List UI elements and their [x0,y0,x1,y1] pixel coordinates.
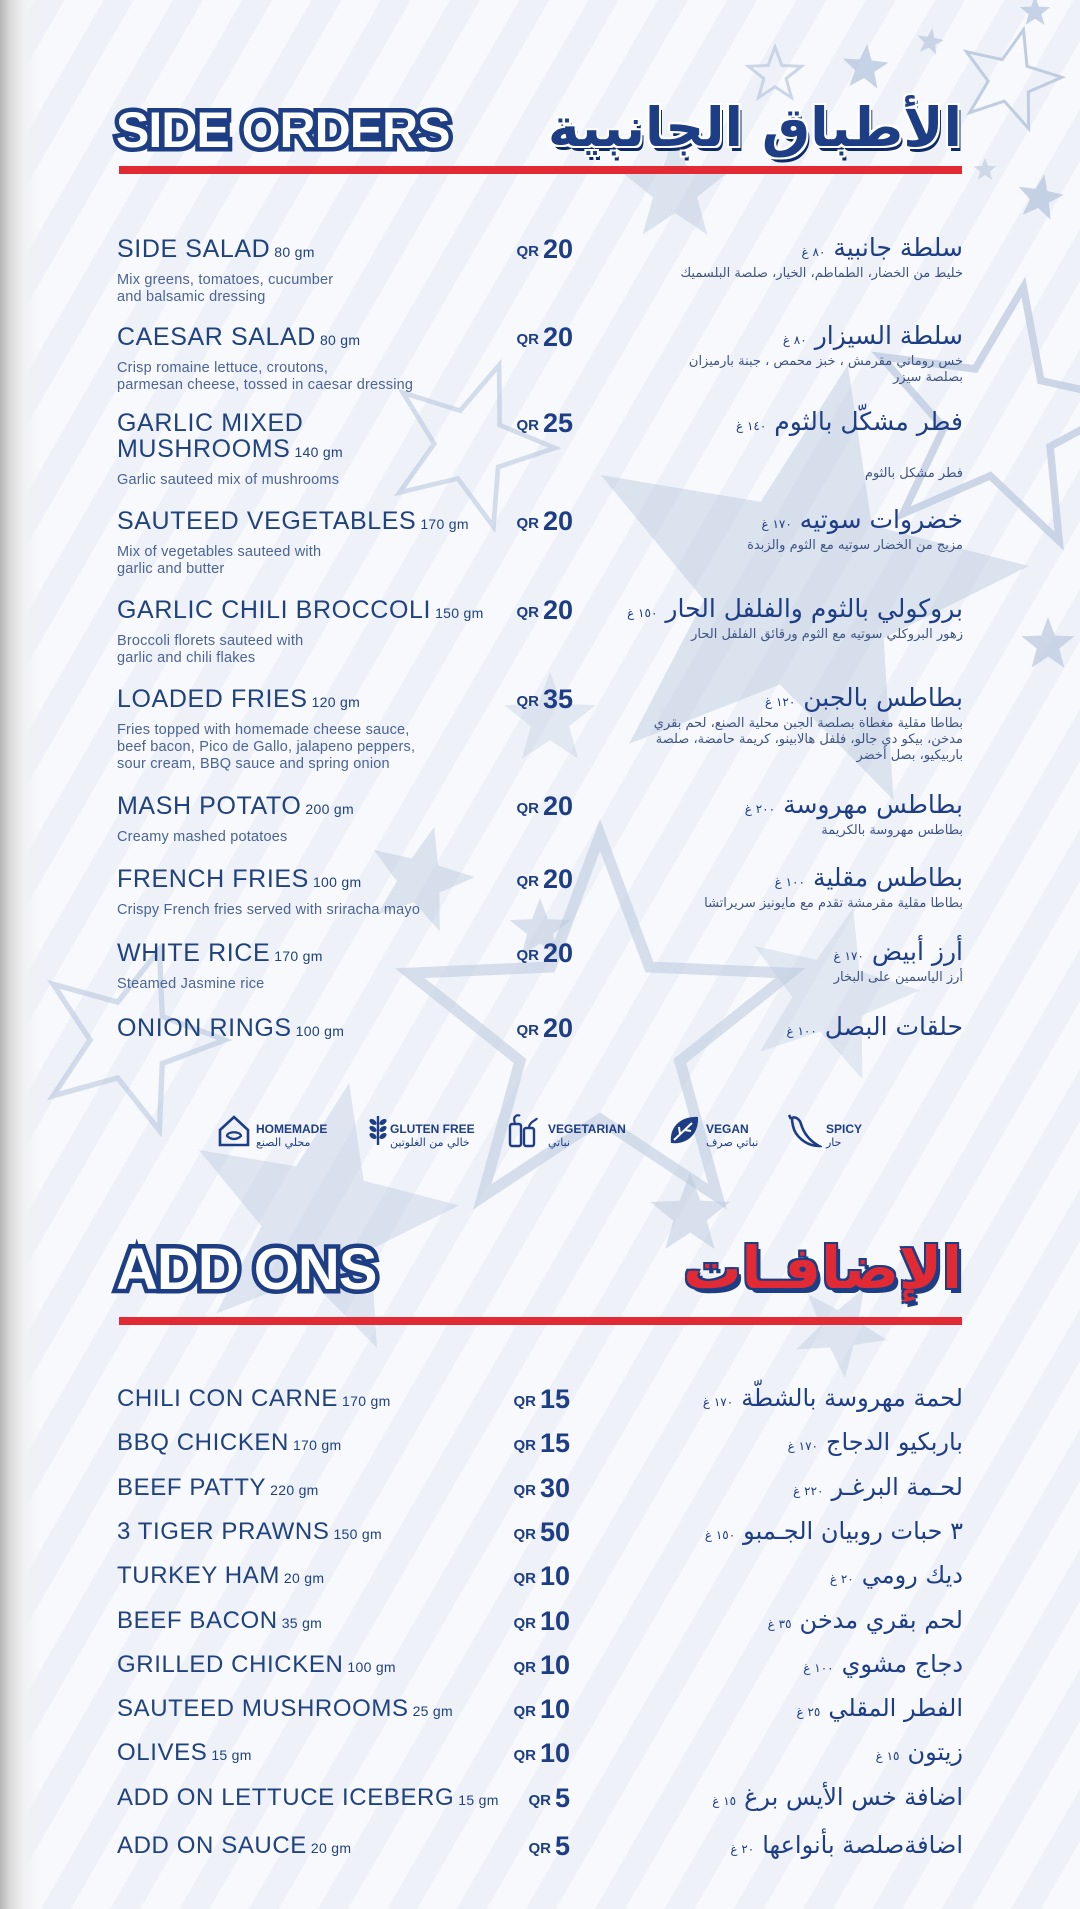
price-value: 5 [554,1783,570,1813]
item-name-arabic-text: خضروات سوتيه [799,505,963,534]
item-name [117,1430,341,1458]
item-description-arabic: مزيج من الخضار سوتيه مع الثوم والزبدة [747,538,963,553]
side-orders-title-arabic: الأطباق الجانبية [547,96,962,159]
item-weight: 170 gm [274,948,323,964]
currency-label: QR [516,331,539,348]
item-weight: 200 gm [305,801,354,817]
item-name-arabic [830,1559,963,1595]
item-price [513,1517,570,1548]
item-description-arabic: فطر مشكل بالثوم [864,466,963,481]
item-name-text: WHITE RICE [117,939,271,967]
item-price [516,322,573,353]
price-value: 20 [542,791,573,821]
item-weight-arabic: ١٥٠ غ [704,1528,736,1542]
item-price [513,1561,570,1592]
item-name [117,1386,391,1414]
item-name-text: BEEF PATTY [117,1474,267,1501]
item-name-text: CHILI CON CARNE [117,1385,339,1412]
item-name [117,324,360,353]
item-name-line: MUSHROOMS [117,435,291,463]
item-weight: 170 gm [420,516,469,532]
item-weight-arabic: ١٤٠ غ [735,419,767,433]
legend-label: HOMEMADE [256,1122,328,1136]
item-name [117,1015,344,1044]
legend-label-arabic: حار [826,1136,842,1149]
item-name-arabic [834,936,963,972]
item-name-arabic-text: بطاطس مقلية [812,863,963,892]
item-description-arabic: بطاطس مهروسة بالكريمة [821,823,963,838]
item-name-text: SAUTEED VEGETABLES [117,507,417,535]
item-name-arabic [703,1382,963,1418]
item-name-arabic-text: حلقات البصل [824,1012,963,1041]
item-name-text: 3 TIGER PRAWNS [117,1518,330,1545]
legend-label: VEGETARIAN [548,1122,626,1136]
item-name-arabic [736,406,963,442]
currency-label: QR [528,1840,551,1857]
item-description: Crisp romaine lettuce, croutons, parmesan cheese, tossed in caesar dressing [117,360,414,393]
side-orders-header [116,96,962,180]
item-name-arabic [803,1648,963,1684]
item-name-arabic [761,504,963,540]
item-name-text: ADD ON SAUCE [117,1832,307,1859]
spicy-icon [786,1112,822,1148]
vegan-icon [666,1112,702,1148]
item-weight-arabic: ٢٢٠ غ [793,1484,824,1498]
item-name-arabic-text: بروكولي بالثوم والفلفل الحار [665,594,963,623]
item-name-text: LOADED FRIES [117,685,308,713]
item-weight-arabic: ١٥ غ [712,1794,737,1808]
item-name-arabic [775,862,963,898]
item-weight: 220 gm [270,1482,319,1498]
item-name-arabic-text: بطاطس بالجبن [803,683,963,712]
item-name-arabic-text: سلطة السيزار [814,321,963,350]
item-name-arabic-text: بطاطس مهروسة [783,790,963,819]
item-weight: 170 gm [292,1437,342,1453]
price-value: 10 [539,1561,570,1591]
item-name-arabic [797,1692,964,1728]
item-price [513,1694,570,1725]
price-value: 10 [539,1738,570,1768]
item-name-arabic [712,1781,963,1817]
item-weight: 170 gm [342,1393,391,1409]
item-name-arabic [705,1515,963,1551]
item-name [117,1833,351,1861]
item-name-arabic [745,789,963,825]
add-ons-header [116,1234,962,1320]
add-ons-divider [119,1317,962,1325]
item-name-arabic-text: فطر مشكّل بالثوم [774,407,963,436]
currency-label: QR [516,947,539,964]
currency-label: QR [513,1659,536,1676]
item-weight: 15 gm [458,1792,499,1808]
item-name [117,410,417,465]
item-description: Crispy French fries served with sriracha mayo [117,902,421,918]
currency-label: QR [513,1526,536,1543]
item-name [117,866,361,895]
item-weight: 20 gm [283,1570,325,1586]
item-price [513,1384,570,1415]
item-weight: 100 gm [295,1023,345,1039]
item-price [516,938,573,969]
price-value: 10 [539,1694,570,1724]
item-name-text: ADD ON LETTUCE ICEBERG [117,1784,455,1811]
price-value: 10 [539,1606,570,1636]
currency-label: QR [513,1703,536,1720]
item-description: Mix greens, tomatoes, cucumber and balsamic dressing [117,272,334,305]
item-name-line: GARLIC MIXED [117,409,304,437]
item-name-arabic [788,1426,963,1462]
item-description-arabic: أرز الياسمين على البخار [833,970,963,985]
price-value: 20 [542,234,573,264]
item-weight-arabic: ١٠٠ غ [786,1024,817,1038]
item-name-arabic [730,1829,963,1865]
item-name-text: CAESAR SALAD [117,323,316,351]
item-weight: 100 gm [312,874,362,890]
currency-label: QR [513,1437,536,1454]
item-name-text: OLIVES [117,1739,208,1766]
currency-label: QR [516,243,539,260]
legend-label-arabic: خالي من الغلوتين [390,1136,470,1149]
item-price [516,791,573,822]
item-description: Mix of vegetables sauteed with garlic and butter [117,544,322,577]
item-name-arabic [793,1471,963,1507]
item-weight-arabic: ١٧٠ غ [833,949,864,963]
item-name-arabic-text: دجاج مشوي [841,1650,963,1678]
item-weight-arabic: ٨٠ غ [801,245,826,259]
item-name-arabic-text: لحم بقري مدخن [799,1606,963,1634]
price-value: 20 [542,1013,573,1043]
item-name-arabic-text: الفطر المقلي [828,1694,963,1722]
item-name-arabic-text: أرز أبيض [871,937,963,966]
item-name-text: ONION RINGS [117,1014,292,1042]
item-price [516,506,573,537]
item-name [117,940,323,969]
price-value: 5 [554,1831,570,1861]
item-weight: 120 gm [311,694,361,710]
currency-label: QR [516,417,539,434]
item-description-arabic: زهور البروكلي سوتيه مع الثوم ورقائق الفلفل الحار [691,627,963,642]
item-name-arabic-text: لحمة مهروسة بالشطّة [741,1384,963,1412]
price-value: 15 [539,1428,570,1458]
item-name [117,508,469,537]
item-price [513,1428,570,1459]
currency-label: QR [528,1792,551,1809]
item-price [528,1831,570,1862]
currency-label: QR [513,1570,536,1587]
item-name-arabic [802,232,963,268]
item-weight: 150 gm [435,605,484,621]
item-price [516,234,573,265]
item-name-text: GARLIC CHILI BROCCOLI [117,596,432,624]
currency-label: QR [516,604,539,621]
item-weight-arabic: ٣٥ غ [767,1617,792,1631]
item-weight: 25 gm [412,1703,453,1719]
item-name-arabic-text: ديك رومي [861,1561,963,1589]
item-weight: 150 gm [333,1526,382,1542]
currency-label: QR [513,1615,536,1632]
item-name-arabic [768,1604,963,1640]
price-value: 20 [542,864,573,894]
item-description-arabic: خليط من الخضار، الطماطم، الخيار، صلصة البلسميك [680,266,963,281]
item-description-arabic: بطاطا مقلية مغطاة بصلصة الجبن محلية الصنع، لحم بقري مدخن، بيكو دي جالو، فلفل هالابينو، كريمة حامضة، صلصة باربيكيو، بصل أخضر [653,716,963,763]
item-description: Broccoli florets sauteed with garlic and chili flakes [117,633,304,666]
price-value: 30 [539,1473,570,1503]
item-name [117,793,354,822]
item-name-text: GRILLED CHICKEN [117,1651,344,1678]
item-weight-arabic: ٢٥ غ [796,1705,821,1719]
item-name [117,1696,453,1724]
item-name [117,1740,252,1768]
item-description: Garlic sauteed mix of mushrooms [117,472,340,488]
item-name-text: BEEF BACON [117,1607,278,1634]
item-weight: 20 gm [310,1840,352,1856]
item-description-arabic: خس روماني مقرمش ، خبز محمص ، جبنة بارميزان بصلصة سيزر [688,354,963,385]
item-weight-arabic: ٢٠ غ [829,1572,854,1586]
item-price [513,1473,570,1504]
price-value: 25 [542,408,573,438]
homemade-icon [216,1112,252,1148]
item-weight: 140 gm [294,444,343,460]
item-name-arabic [783,320,963,356]
item-price [513,1606,570,1637]
item-weight-arabic: ١٠٠ غ [803,1661,834,1675]
currency-label: QR [513,1393,536,1410]
item-weight-arabic: ١٧٠ غ [761,517,792,531]
legend-label: SPICY [826,1122,863,1136]
legend-label: GLUTEN FREE [390,1122,475,1136]
item-weight-arabic: ١٧٠ غ [787,1439,818,1453]
price-value: 20 [542,322,573,352]
item-description-arabic: بطاطا مقلية مقرمشة تقدم مع مايونيز سريراتشا [704,896,963,911]
price-value: 20 [542,938,573,968]
item-weight-arabic: ١٧٠ غ [702,1395,734,1409]
price-value: 20 [542,595,573,625]
price-value: 15 [539,1384,570,1414]
item-name-arabic-text: سلطة جانبية [833,233,963,262]
item-name [117,1475,319,1503]
item-name-arabic-text: لحـمة البرغـر [831,1473,963,1501]
legend-label-arabic: نباتي [548,1136,570,1149]
item-name-arabic-text: ٣ حبات روبيان الجـمبو [743,1517,963,1545]
legend-label: VEGAN [706,1122,749,1136]
item-name-text: BBQ CHICKEN [117,1429,289,1456]
add-ons-title: ADD ONS [116,1237,377,1302]
item-name [117,597,484,626]
item-price [513,1738,570,1769]
side-orders-title: SIDE ORDERS [116,102,450,158]
currency-label: QR [513,1747,536,1764]
item-weight: 15 gm [211,1747,252,1763]
item-name [117,1785,499,1813]
currency-label: QR [516,800,539,817]
item-description: Fries topped with homemade cheese sauce, beef bacon, Pico de Gallo, jalapeno peppers, sour cream, BBQ sauce and spring onion [117,722,416,772]
item-price [516,408,573,439]
price-value: 20 [542,506,573,536]
item-weight: 35 gm [281,1615,323,1631]
item-weight-arabic: ١٠٠ غ [774,875,805,889]
item-weight-arabic: ١٢٠ غ [764,695,796,709]
item-price [513,1650,570,1681]
item-name-arabic [786,1011,963,1047]
item-name-arabic-text: اضافة خس الأيس برغ [744,1783,963,1811]
price-value: 10 [539,1650,570,1680]
item-weight: 80 gm [274,244,315,260]
item-name [117,1519,382,1547]
item-price [528,1783,570,1814]
legend-label-arabic: محلي الصنع [256,1136,311,1149]
side-orders-divider [119,166,962,174]
item-name [117,236,315,265]
item-name [117,1563,324,1591]
item-name-text: SIDE SALAD [117,235,271,263]
item-weight-arabic: ٢٠٠ غ [744,802,776,816]
price-value: 50 [539,1517,570,1547]
item-name-arabic-text: زيتون [907,1738,963,1766]
currency-label: QR [516,873,539,890]
currency-label: QR [516,515,539,532]
legend-label-arabic: نباتي صرف [706,1136,759,1149]
item-weight-arabic: ١٥٠ غ [627,606,658,620]
item-name-text: SAUTEED MUSHROOMS [117,1695,409,1722]
item-name-arabic-text: اضافةصلصة بأنواعها [762,1831,963,1859]
item-price [516,684,573,715]
item-description: Steamed Jasmine rice [117,976,265,992]
item-name-arabic [627,593,963,629]
item-price [516,864,573,895]
currency-label: QR [513,1482,536,1499]
item-name [117,1652,396,1680]
item-name-text: MASH POTATO [117,792,302,820]
item-weight: 80 gm [319,332,361,348]
item-name [117,686,360,715]
item-weight-arabic: ٢٠ غ [730,1842,755,1856]
item-weight: 100 gm [347,1659,396,1675]
item-name [117,1608,322,1636]
vegetarian-icon [506,1112,542,1148]
item-name-text: TURKEY HAM [117,1562,280,1589]
item-weight-arabic: ١٥ غ [875,1749,900,1763]
item-name-arabic-text: باربكيو الدجاج [825,1428,963,1456]
item-name-arabic [876,1736,963,1772]
item-price [516,595,573,626]
currency-label: QR [516,1022,539,1039]
item-weight-arabic: ٨٠ غ [782,333,807,347]
currency-label: QR [516,693,539,710]
price-value: 35 [542,684,573,714]
dietary-legend [216,1110,866,1154]
item-name-text: FRENCH FRIES [117,865,309,893]
item-name-arabic [765,682,963,718]
item-price [516,1013,573,1044]
item-description: Creamy mashed potatoes [117,829,288,845]
add-ons-title-arabic: الإضافـات [683,1234,962,1302]
